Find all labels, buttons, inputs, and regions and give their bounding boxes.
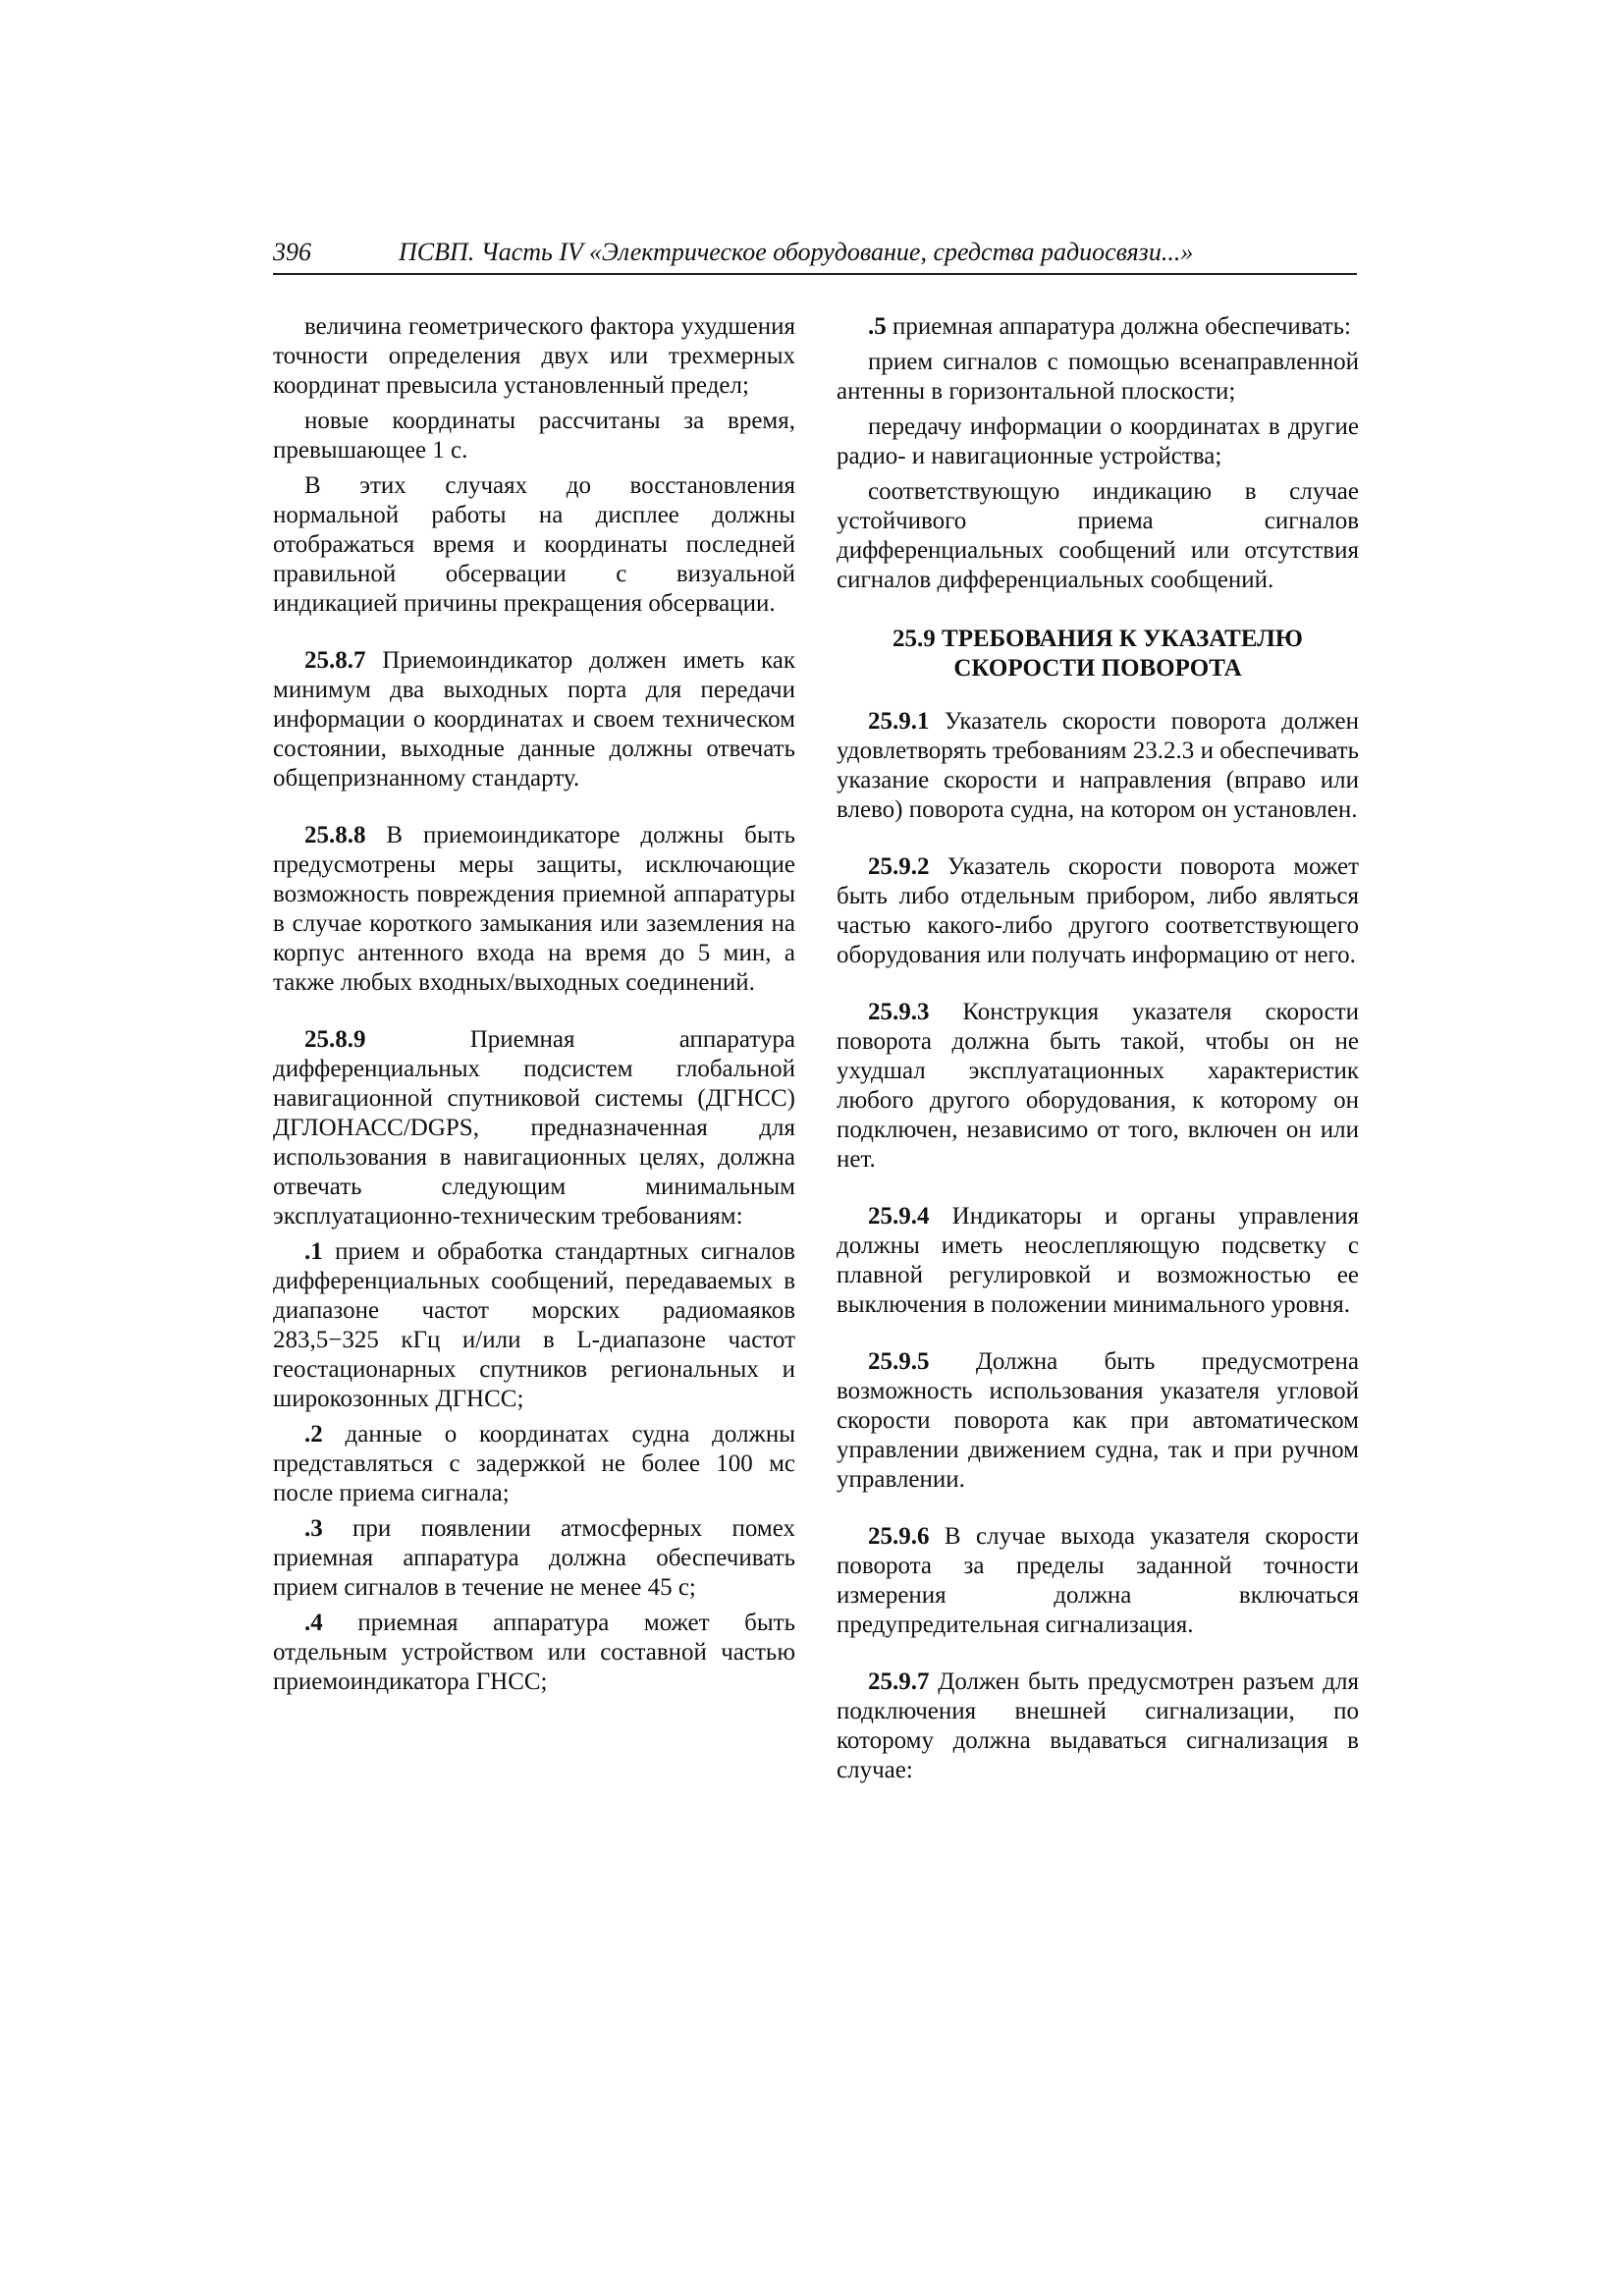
section-text: Индикаторы и органы управления должны иметь неослепляющую подсветку с плавной регулировкой и возможностью ее выключения в положении минимального уровня.	[837, 1203, 1359, 1318]
paragraph: В этих случаях до восстановления нормальной работы на дисплее должны отображаться время и координаты последней правильной обсервации с визуальной индикацией причины прекращения обсервации.	[273, 472, 795, 617]
section-25-9-3	[837, 998, 1359, 1175]
item-number: .1	[304, 1238, 323, 1265]
section-25-9-2	[837, 852, 1359, 970]
section-text: Должен быть предусмотрен разъем для подключения внешней сигнализации, по которому должна выдаваться сигнализация в случае:	[837, 1668, 1359, 1783]
paragraph: прием сигналов с помощью всенаправленной антенны в горизонтальной плоскости;	[837, 349, 1359, 405]
section-number: 25.8.9	[304, 1026, 366, 1053]
section-text: Конструкция указателя скорости поворота должна быть такой, чтобы он не ухудшал эксплуатационных характеристик любого другого оборудования, к которому он подключен, независимо от того, включен он или нет.	[837, 999, 1359, 1173]
section-number: 25.9.2	[868, 853, 930, 880]
heading-line: 25.9 ТРЕБОВАНИЯ К УКАЗАТЕЛЮ	[893, 626, 1303, 652]
section-25-8-7	[273, 646, 795, 793]
list-item-4	[273, 1609, 795, 1697]
item-number: .3	[304, 1515, 323, 1542]
section-text: Приемоиндикатор должен иметь как минимум два выходных порта для передачи информации о координатах и своем техническом состоянии, выходные данные должны отвечать общепризнанному стандарту.	[273, 647, 795, 792]
section-number: 25.8.7	[304, 647, 366, 674]
item-number: .4	[304, 1610, 323, 1636]
section-number: 25.9.1	[868, 708, 930, 735]
section-text: Должна быть предусмотрена возможность использования указателя угловой скорости поворота как при автоматическом управлении движением судна, так и при ручном управлении.	[837, 1348, 1359, 1493]
page-number: 396	[273, 238, 311, 266]
list-item-1	[273, 1237, 795, 1414]
section-text: Указатель скорости поворота может быть либо отдельным прибором, либо являться частью какого-либо другого соответствующего оборудования или получать информацию от него.	[837, 853, 1359, 968]
running-title: ПСВП. Часть IV «Электрическое оборудование, средства радиосвязи...»	[399, 238, 1194, 266]
section-text: Приемная аппаратура дифференциальных подсистем глобальной навигационной спутниковой системы (ДГНСС) ДГЛОНАСС/DGPS, предназначенная для использования в навигационных целях, должна отвечать следующим минимальным эксплуатационно-техническим требованиям:	[273, 1026, 795, 1230]
section-25-9-6	[837, 1522, 1359, 1640]
list-item-2	[273, 1420, 795, 1508]
section-number: 25.9.7	[868, 1668, 930, 1695]
left-column	[273, 312, 795, 1703]
item-text: приемная аппаратура должна обеспечивать:	[886, 313, 1351, 340]
section-number: 25.9.5	[868, 1348, 930, 1375]
section-number: 25.9.6	[868, 1523, 930, 1550]
list-item-3	[273, 1514, 795, 1603]
section-text: В приемоиндикаторе должны быть предусмотрены меры защиты, исключающие возможность повреждения приемной аппаратуры в случае короткого замыкания или заземления на корпус антенного входа на время до 5 мин, а также любых входных/выходных соединений.	[273, 822, 795, 996]
item-number: .2	[304, 1421, 323, 1448]
item-text: прием и обработка стандартных сигналов дифференциальных сообщений, передаваемых в диапазоне частот морских радиомаяков 283,5−325 кГц и/или в L-диапазоне частот геостационарных спутников региональных и широкозонных ДГНСС;	[273, 1238, 795, 1412]
section-25-9-7	[837, 1667, 1359, 1785]
paragraph: соответствующую индикацию в случае устойчивого приема сигналов дифференциальных сообщений или отсутствия сигналов дифференциальных сообщений.	[837, 478, 1359, 593]
item-number: .5	[868, 313, 887, 340]
right-column	[837, 312, 1359, 1791]
paragraph: передачу информации о координатах в другие радио- и навигационные устройства;	[837, 413, 1359, 469]
section-25-8-8	[273, 821, 795, 998]
section-heading-25-9	[837, 625, 1359, 683]
section-25-9-5	[837, 1347, 1359, 1495]
heading-line: СКОРОСТИ ПОВОРОТА	[953, 655, 1242, 682]
section-text: Указатель скорости поворота должен удовлетворять требованиям 23.2.3 и обеспечивать указание скорости и направления (вправо или влево) поворота судна, на котором он установлен.	[837, 708, 1359, 823]
paragraph: новые координаты рассчитаны за время, превышающее 1 с.	[273, 408, 795, 464]
list-item-5	[837, 312, 1359, 342]
item-text: приемная аппаратура может быть отдельным устройством или составной частью приемоиндикатора ГНСС;	[273, 1610, 795, 1695]
section-25-8-9	[273, 1025, 795, 1231]
section-25-9-4	[837, 1202, 1359, 1320]
paragraph: величина геометрического фактора ухудшения точности определения двух или трехмерных координат превысила установленный предел;	[273, 313, 795, 399]
section-number: 25.9.4	[868, 1203, 930, 1230]
item-text: при появлении атмосферных помех приемная аппаратура должна обеспечивать прием сигналов в течение не менее 45 с;	[273, 1515, 795, 1601]
section-25-9-1	[837, 707, 1359, 825]
running-header	[273, 238, 1357, 275]
section-number: 25.8.8	[304, 822, 366, 848]
section-number: 25.9.3	[868, 999, 930, 1025]
item-text: данные о координатах судна должны представляться с задержкой не более 100 мс после приема сигнала;	[273, 1421, 795, 1506]
section-text: В случае выхода указателя скорости поворота за пределы заданной точности измерения должна включаться предупредительная сигнализация.	[837, 1523, 1359, 1638]
